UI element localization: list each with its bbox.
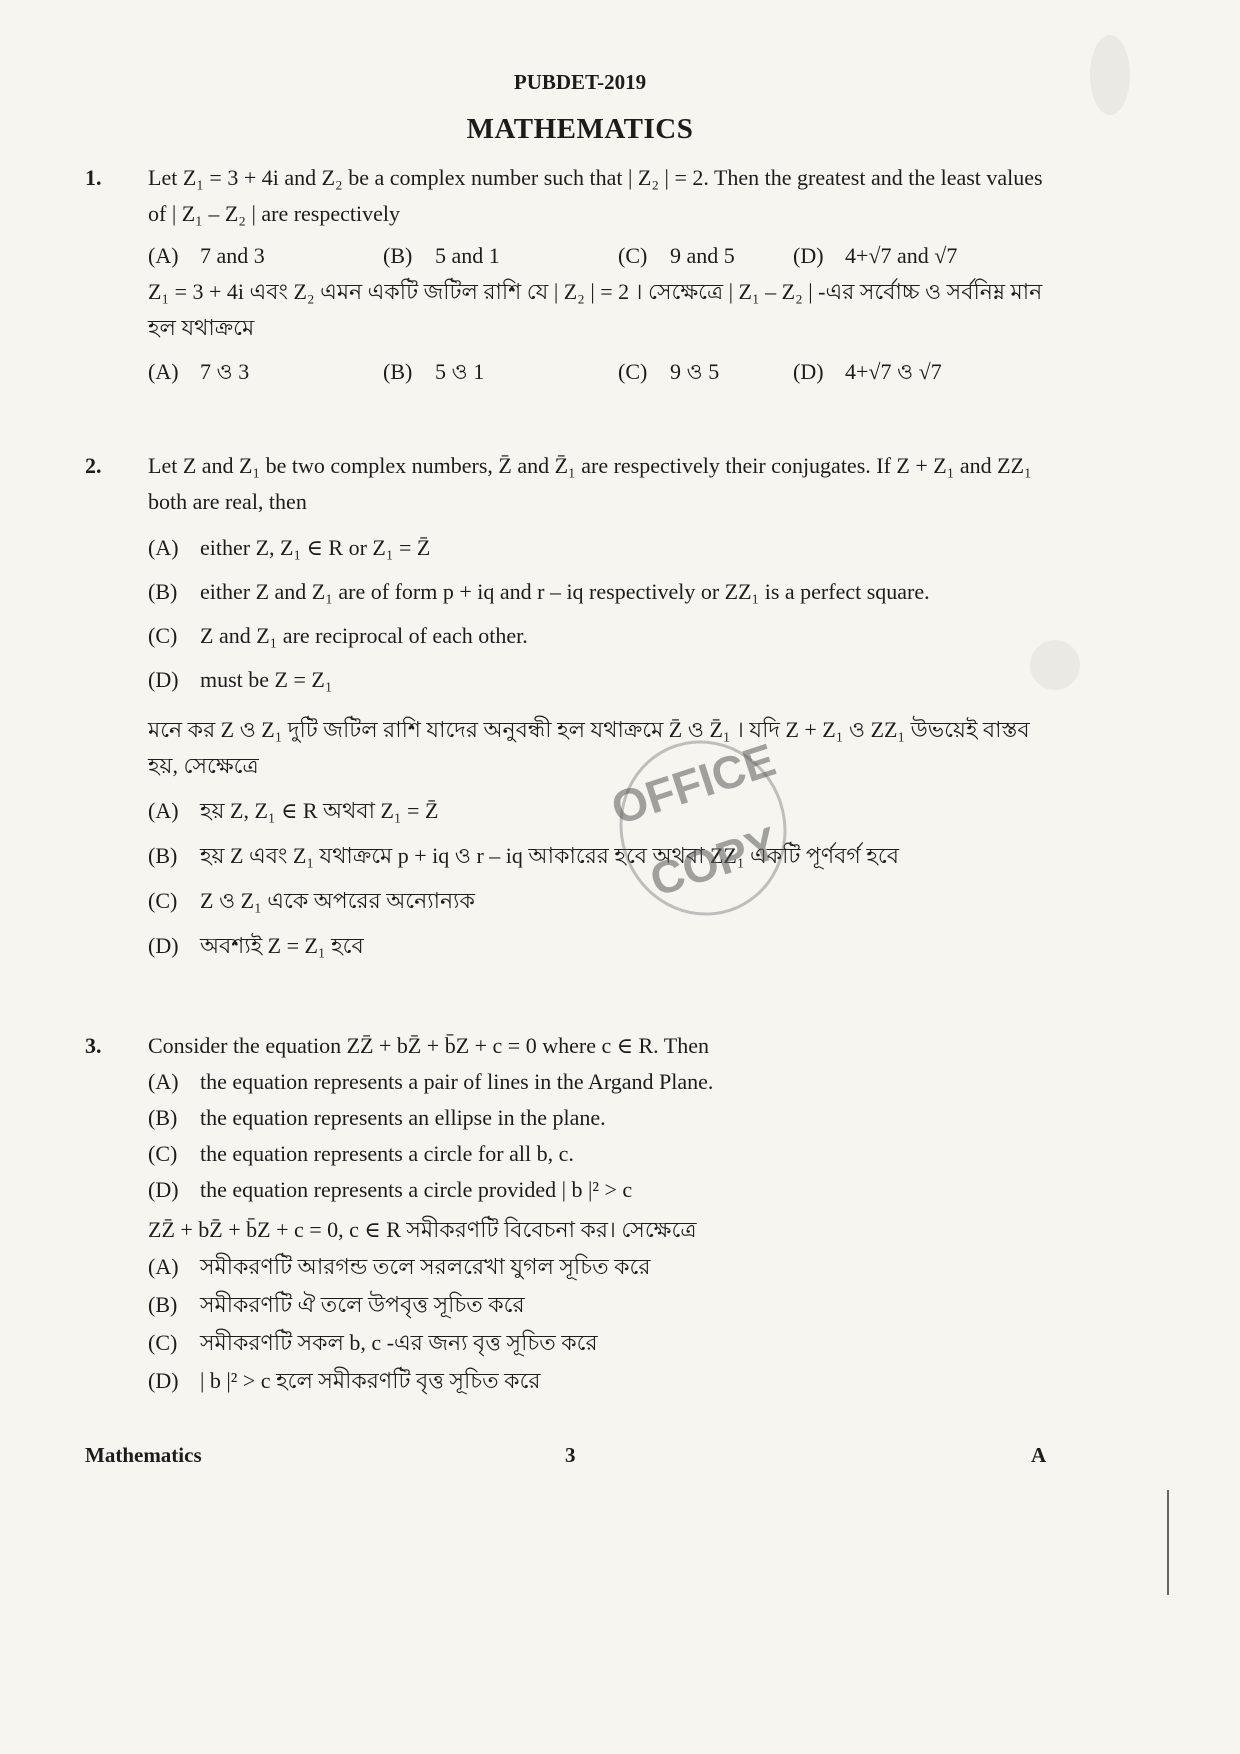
question-number: 2. [85, 453, 102, 478]
options-en [148, 1064, 1055, 1208]
option-a: (A) 7 and 3 [148, 243, 265, 268]
office-copy-stamp: OFFICE COPY [597, 719, 809, 938]
question-number: 1. [85, 165, 102, 190]
options-bn [148, 788, 1055, 968]
question-1 [85, 160, 1055, 390]
option-b: (B) either Z and Z₁ are of form p + iq and r – iq respectively or ZZ₁ is a perfect square. [148, 579, 930, 604]
subject-title: MATHEMATICS [466, 113, 694, 145]
page-number: 3 [565, 1443, 576, 1467]
option-b: (B) the equation represents an ellipse in the plane. [148, 1105, 606, 1130]
option-d: (D) the equation represents a circle provided | b |² > c [148, 1177, 633, 1202]
option-d: (D) 4+√7 ও √7 [793, 359, 942, 384]
set-code: A [1031, 1443, 1047, 1467]
question-2 [85, 448, 1055, 968]
option-c: (C) Z ও Z₁ একে অপরের অন্যোন্যক [148, 888, 475, 913]
options-bn [148, 354, 1055, 390]
option-d: (D) must be Z = Z₁ [148, 667, 333, 692]
question-text-en: Let Z₁ = 3 + 4i and Z₂ be a complex number such that | Z₂ | = 2. Then the greatest and the least values of | Z₁ – Z₂ | are respectively [148, 165, 1043, 226]
options-en [148, 238, 1055, 274]
option-d: (D) 4+√7 and √7 [793, 243, 958, 268]
option-b: (B) 5 ও 1 [383, 359, 485, 384]
footer-subject: Mathematics [85, 1443, 202, 1467]
scan-edge-mark [1167, 1490, 1169, 1595]
options-bn [148, 1248, 1055, 1400]
option-c: (C) সমীকরণটি সকল b, c -এর জন্য বৃত্ত সূচিত করে [148, 1330, 598, 1355]
option-d: (D) | b |² > c হলে সমীকরণটি বৃত্ত সূচিত করে [148, 1368, 541, 1393]
question-text-bn: Z₁ = 3 + 4i এবং Z₂ এমন একটি জটিল রাশি যে | Z₂ | = 2 । সেক্ষেত্রে | Z₁ – Z₂ | -এর সর্বোচ্চ ও সর্বনিম্ন মান হল যথাক্রমে [148, 279, 1043, 340]
exam-code: PUBDET-2019 [513, 70, 647, 94]
question-text-en: Consider the equation ZZ̄ + bZ̄ + b̄Z + c = 0 where c ∈ R. Then [148, 1033, 709, 1058]
option-c: (C) the equation represents a circle for all b, c. [148, 1141, 574, 1166]
option-c: (C) Z and Z₁ are reciprocal of each other. [148, 623, 528, 648]
question-text-bn: মনে কর Z ও Z₁ দুটি জটিল রাশি যাদের অনুবন্ধী হল যথাক্রমে Z̄ ও Z̄₁ । যদি Z + Z₁ ও ZZ₁ উভয়েই বাস্তব হয়, সেক্ষেত্রে [148, 717, 1030, 778]
options-en [148, 526, 1055, 702]
option-c: (C) 9 and 5 [618, 243, 735, 268]
question-text-en: Let Z and Z₁ be two complex numbers, Z̄ and Z̄₁ are respectively their conjugates. If Z + Z₁ and ZZ₁ both are real, then [148, 453, 1032, 514]
option-c: (C) 9 ও 5 [618, 359, 720, 384]
option-b: (B) হয় Z এবং Z₁ যথাক্রমে p + iq ও r – iq আকারের হবে অথবা ZZ₁ একটি পূর্ণবর্গ হবে [148, 843, 899, 868]
option-a: (A) 7 ও 3 [148, 359, 250, 384]
question-text-bn: ZZ̄ + bZ̄ + b̄Z + c = 0, c ∈ R সমীকরণটি বিবেচনা কর। সেক্ষেত্রে [148, 1217, 697, 1242]
option-b: (B) 5 and 1 [383, 243, 500, 268]
option-a: (A) সমীকরণটি আরগন্ড তলে সরলরেখা যুগল সূচিত করে [148, 1254, 651, 1279]
question-number: 3. [85, 1033, 102, 1058]
option-a: (A) হয় Z, Z₁ ∈ R অথবা Z₁ = Z̄ [148, 798, 439, 823]
option-a: (A) either Z, Z₁ ∈ R or Z₁ = Z̄ [148, 535, 431, 560]
option-a: (A) the equation represents a pair of lines in the Argand Plane. [148, 1069, 714, 1094]
question-3 [85, 1028, 1055, 1400]
option-b: (B) সমীকরণটি ঐ তলে উপবৃত্ত সূচিত করে [148, 1292, 525, 1317]
option-d: (D) অবশ্যই Z = Z₁ হবে [148, 933, 364, 958]
